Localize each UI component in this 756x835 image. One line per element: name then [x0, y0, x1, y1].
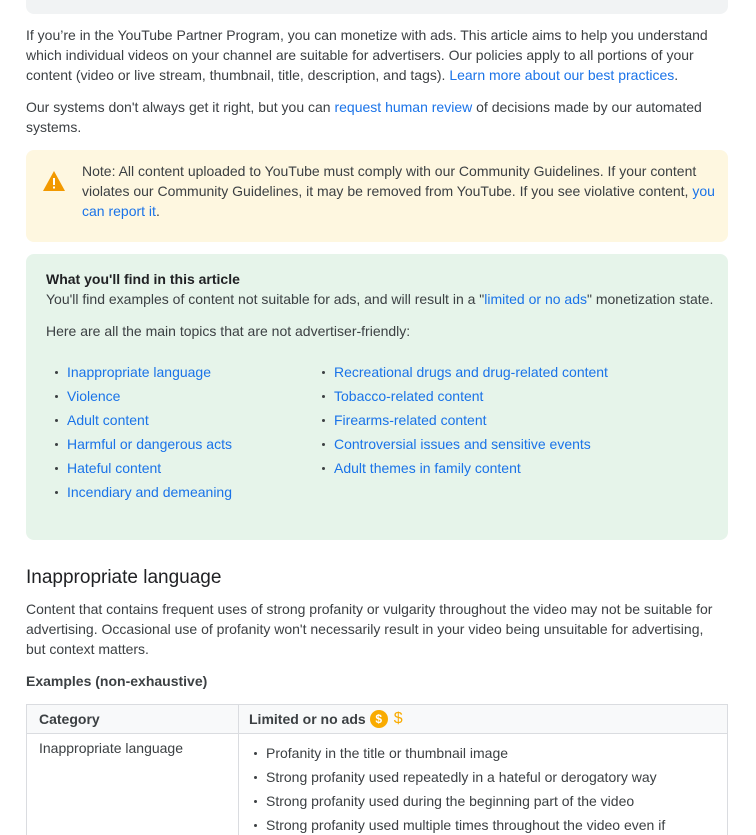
topic-item — [46, 456, 232, 480]
limited-ads-column-header — [249, 709, 403, 729]
topic-link-violence[interactable]: Violence — [67, 388, 121, 404]
topic-item — [46, 432, 232, 456]
topic-item — [313, 360, 608, 384]
topic-link-harmful-acts[interactable]: Harmful or dangerous acts — [67, 436, 232, 452]
article-topics-box — [26, 254, 728, 540]
column-divider — [238, 705, 239, 835]
topic-link-recreational-drugs[interactable]: Recreational drugs and drug-related content — [334, 364, 608, 380]
topic-item — [313, 408, 608, 432]
topics-heading: What you'll find in this article — [46, 271, 240, 287]
topic-link-controversial-issues[interactable]: Controversial issues and sensitive events — [334, 436, 591, 452]
examples-table — [26, 704, 728, 835]
review-text-before: Our systems don't always get it right, but you can — [26, 99, 331, 115]
topics-desc-before: You'll find examples of content not suitable for ads, and will result in a " — [46, 291, 485, 307]
topic-link-adult-content[interactable]: Adult content — [67, 412, 149, 428]
topic-link-firearms[interactable]: Firearms-related content — [334, 412, 487, 428]
no-ads-dollar-icon: $ — [393, 710, 403, 727]
topics-description — [46, 289, 726, 309]
topic-item — [46, 360, 232, 384]
topic-link-hateful-content[interactable]: Hateful content — [67, 460, 162, 476]
previous-card-edge — [26, 0, 728, 14]
topic-item — [46, 480, 232, 504]
human-review-link[interactable]: request human review — [334, 99, 473, 115]
review-text-after: of decisions made by our automated systems. — [26, 99, 702, 135]
note-callout — [26, 150, 728, 242]
section-title: Inappropriate language — [26, 567, 222, 588]
note-text: Note: All content uploaded to YouTube must comply with our Community Guidelines. If your content violates our Community Guidelines, it may be removed from YouTube. If you see violative content, you can report it. — [82, 163, 715, 219]
review-paragraph — [26, 97, 726, 137]
note-body: Note: All content uploaded to YouTube must comply with our Community Guidelines. If your content violates our Community Guidelines, it may be removed from YouTube. If you see violative content, — [82, 163, 697, 199]
section-body: Content that contains frequent uses of strong profanity or vulgarity throughout the video may not be suitable for advertising. Occasional use of profanity won't necessarily result in your video being unsuitable for advertising, but context matters. — [26, 601, 713, 657]
intro-text: If you’re in the YouTube Partner Program, you can monetize with ads. This article aims to help you understand which individual videos on your channel are suitable for advertisers. Our policies apply to all portions of your content (video or live stream, thumbnail, title, description, and tags). — [26, 27, 708, 83]
topic-link-incendiary-demeaning[interactable]: Incendiary and demeaning — [67, 484, 233, 500]
topics-intro: Here are all the main topics that are not advertiser-friendly: — [46, 323, 411, 339]
topics-list-right — [313, 360, 608, 480]
warning-icon — [42, 170, 66, 192]
limited-ads-header-label: Limited or no ads — [249, 711, 366, 727]
limited-ads-coin-icon: $ — [370, 710, 388, 728]
example-item: Profanity in the title or thumbnail image — [249, 741, 665, 765]
table-cell-examples — [249, 741, 665, 835]
topic-link-inappropriate-language[interactable]: Inappropriate language — [67, 364, 212, 380]
best-practices-link[interactable]: Learn more about our best practices — [449, 67, 675, 83]
topic-link-adult-themes-family[interactable]: Adult themes in family content — [334, 460, 521, 476]
topics-list-left — [46, 360, 232, 504]
category-column-header: Category — [39, 711, 100, 727]
topic-item — [313, 384, 608, 408]
topic-link-tobacco[interactable]: Tobacco-related content — [334, 388, 484, 404]
topics-desc-after: " monetization state. — [586, 291, 714, 307]
examples-label: Examples (non-exhaustive) — [26, 673, 208, 689]
example-item: Strong profanity used during the beginning part of the video — [249, 789, 665, 813]
topic-item — [313, 432, 608, 456]
example-item: Strong profanity used repeatedly in a hateful or derogatory way — [249, 765, 665, 789]
topic-item — [313, 456, 608, 480]
limited-or-no-ads-link[interactable]: limited or no ads — [484, 291, 587, 307]
table-cell-category: Inappropriate language — [39, 740, 184, 756]
topic-item — [46, 384, 232, 408]
intro-paragraph: If you’re in the YouTube Partner Program, you can monetize with ads. This article aims to help you understand which individual videos on your channel are suitable for advertisers. Our policies apply to all portions of your content (video or live stream, thumbnail, title, description, and tags). Learn more about our best practices. — [26, 27, 708, 83]
report-content-link[interactable]: you can report it — [82, 183, 715, 219]
topic-item — [46, 408, 232, 432]
example-item: Strong profanity used multiple times throughout the video even if — [249, 813, 665, 835]
